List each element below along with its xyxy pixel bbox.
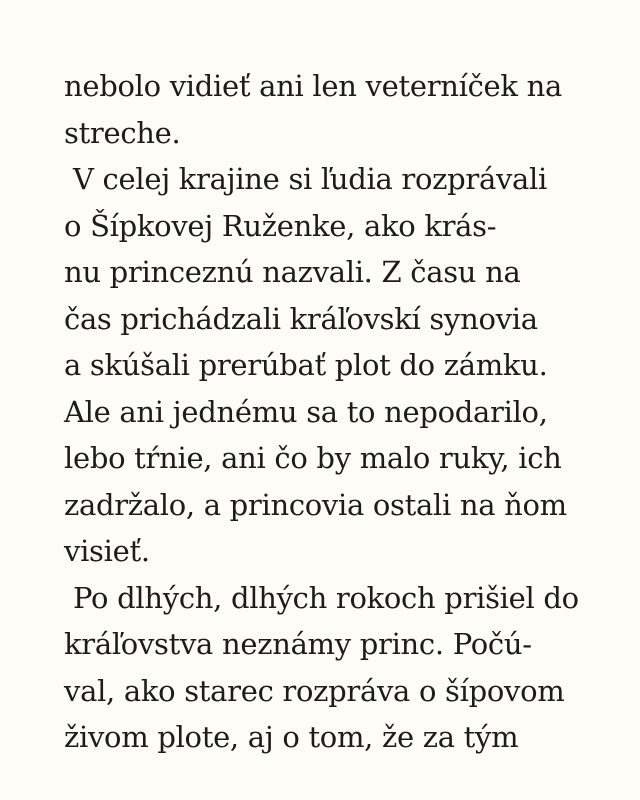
- text-line: val, ako starec rozpráva o šípovom: [64, 673, 565, 708]
- text-line: nu princeznú nazvali. Z času na: [64, 255, 521, 289]
- text-line: nebolo vidieť ani len veterníček na: [64, 69, 562, 103]
- text-line: živom plote, aj o tom, že za tým: [64, 720, 519, 754]
- paragraph-start-line: Po dlhých, dlhých rokoch prišiel do: [73, 580, 579, 615]
- text-line: zadržalo, a princovia ostali na ňom: [64, 487, 567, 522]
- text-line: visieť.: [64, 534, 150, 568]
- text-line: lebo tŕnie, ani čo by malo ruky, ich: [64, 441, 562, 475]
- text-line: o Šípkovej Ruženke, ako krás-: [64, 208, 497, 243]
- text-line: streche.: [64, 115, 181, 150]
- paragraph-start-line: V celej krajine si ľudia rozprávali: [73, 162, 547, 196]
- text-line: a skúšali prerúbať plot do zámku.: [64, 348, 548, 382]
- story-text: [64, 63, 624, 761]
- text-line: Ale ani jednému sa to nepodarilo,: [64, 394, 548, 429]
- text-line: čas prichádzali kráľovskí synovia: [64, 301, 538, 336]
- text-line: kráľovstva neznámy princ. Počú-: [64, 627, 532, 661]
